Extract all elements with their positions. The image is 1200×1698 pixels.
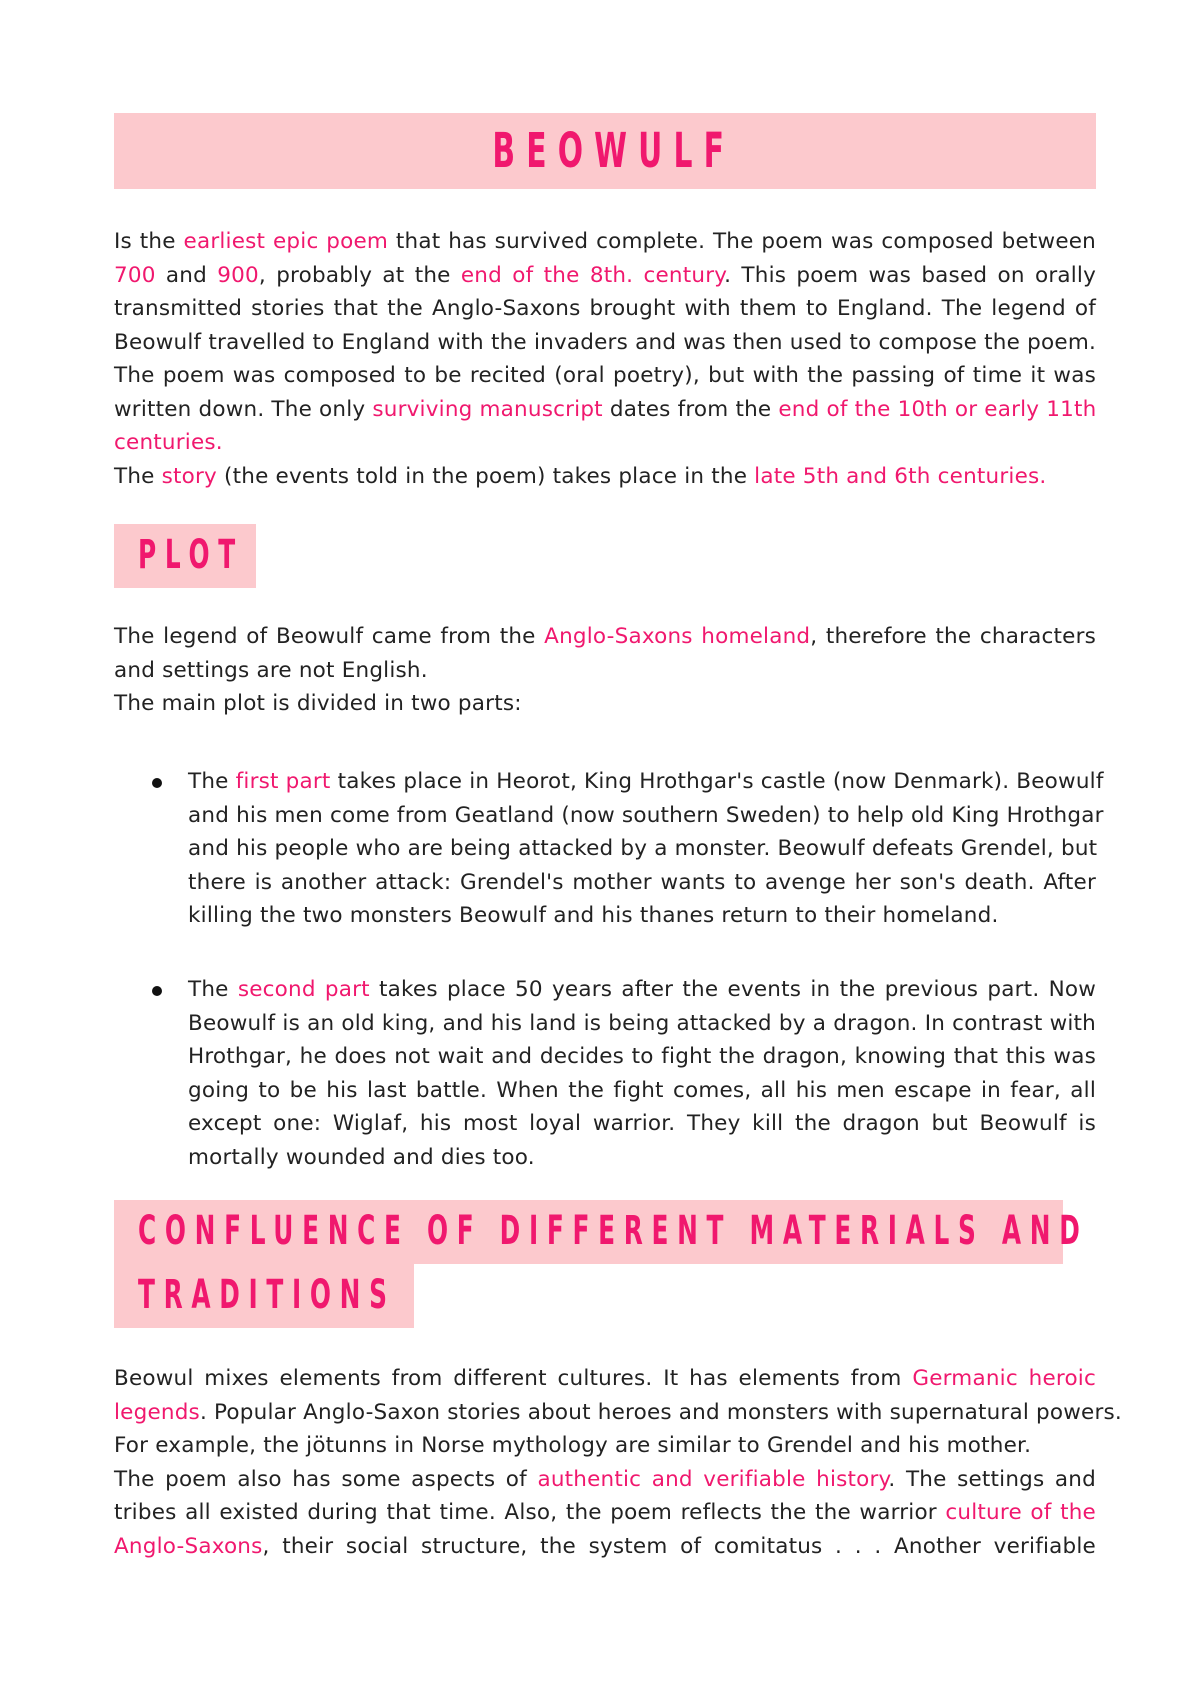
confluence-line-1	[114, 1362, 1096, 1396]
highlight-text: 700	[114, 262, 156, 288]
confluence-line-2	[114, 1396, 1122, 1430]
confluence-heading-line-2: TRADITIONS	[138, 1272, 396, 1318]
highlight-text: Germanic heroic	[912, 1366, 1096, 1391]
text-run: and	[155, 262, 218, 288]
confluence-paragraph	[114, 1362, 1122, 1563]
intro-line-6	[114, 393, 1096, 427]
confluence-line-3: For example, the jötunns in Norse mythology are similar to Grendel and his mother.	[114, 1433, 1032, 1458]
highlight-text: legends	[114, 1399, 200, 1425]
text-run: , their social structure, the system of comitatus . . . Another verifiable	[262, 1533, 1096, 1559]
intro-line-4: Beowulf travelled to England with the invaders and was then used to compose the poem.	[114, 329, 1096, 355]
highlight-text: first part	[235, 769, 331, 794]
text-run: The	[114, 463, 162, 489]
confluence-heading	[114, 1200, 1089, 1264]
bullet1-line-2: and his men come from Geatland (now southern Sweden) to help old King Hrothgar	[188, 802, 1104, 828]
intro-line-2	[114, 259, 1096, 293]
text-run: . The settings and	[888, 1466, 1096, 1492]
confluence-heading-line-1: CONFLUENCE OF DIFFERENT MATERIALS AND	[138, 1208, 1089, 1254]
intro-line-8	[114, 460, 1096, 494]
plot-line-1	[114, 620, 1096, 654]
intro-line-1	[114, 225, 1096, 259]
highlight-text: Anglo-Saxons homeland	[544, 624, 811, 649]
plot-paragraph	[114, 620, 1096, 721]
text-run: Is the	[114, 229, 184, 254]
list-item-first-part	[188, 765, 1104, 933]
text-run: The	[188, 977, 238, 1002]
text-run: that has survived complete. The poem was composed between	[388, 229, 1097, 254]
confluence-heading-continued	[114, 1264, 414, 1328]
text-run: tribes all existed during that time. Also, the poem reflects the the warrior	[114, 1500, 946, 1525]
title-banner	[114, 113, 1096, 189]
intro-paragraph	[114, 225, 1096, 493]
bullet1-line-3: and his people who are being attacked by a monster. Beowulf defeats Grendel, but	[188, 836, 1098, 861]
text-run: , probably at the	[258, 262, 461, 288]
text-run: takes place in Heorot, King Hrothgar's castle (now Denmark). Beowulf	[330, 769, 1104, 794]
highlight-text: end of the 10th or early 11th	[778, 396, 1097, 422]
highlight-text: second part	[237, 977, 370, 1002]
intro-line-5: The poem was composed to be recited (oral poetry), but with the passing of time it was	[114, 363, 1096, 388]
text-run: The poem also has some aspects of	[114, 1466, 538, 1492]
bullet1-line-4: there is another attack: Grendel's mother wants to avenge her son's death. After	[188, 869, 1096, 895]
highlight-text: culture of the	[945, 1500, 1096, 1525]
highlight-text: late 5th and 6th centuries.	[754, 463, 1047, 489]
text-run: The	[188, 769, 236, 794]
text-run: takes place 50 years after the events in the previous part. Now	[369, 977, 1096, 1002]
highlight-text: authentic and verifiable history	[537, 1466, 889, 1492]
bullet-dot	[152, 778, 162, 788]
bullet2-line-4: going to be his last battle. When the fight comes, all his men escape in fear, all	[188, 1077, 1096, 1103]
highlight-text: end of the 8th. century	[460, 262, 725, 288]
highlight-text: 900	[217, 262, 259, 288]
plot-line-2: and settings are not English.	[114, 657, 428, 683]
confluence-line-5	[114, 1496, 1096, 1530]
bullet2-line-3: Hrothgar, he does not wait and decides to fight the dragon, knowing that this was	[188, 1044, 1096, 1069]
bullet-dot	[152, 986, 162, 996]
highlight-text: Anglo-Saxons	[114, 1533, 263, 1559]
list-item-second-part	[188, 973, 1096, 1174]
plot-heading-text: PLOT	[138, 532, 244, 578]
text-run: (the events told in the poem) takes place in the	[216, 463, 755, 489]
intro-line-7	[114, 426, 1096, 460]
highlight-text: earliest epic poem	[183, 229, 389, 254]
bullet1-line-5: killing the two monsters Beowulf and his thanes return to their homeland.	[188, 903, 999, 928]
text-run: Beowul mixes elements from different cultures. It has elements from	[114, 1366, 913, 1391]
bullet2-line-5: except one: Wiglaf, his most loyal warrior. They kill the dragon but Beowulf is	[188, 1111, 1096, 1136]
plot-heading	[114, 524, 256, 588]
confluence-line-6	[114, 1530, 1096, 1564]
plot-line-3: The main plot is divided in two parts:	[114, 691, 522, 716]
text-run: written down. The only	[114, 396, 373, 422]
text-run: , therefore the characters	[810, 624, 1097, 649]
text-run: The legend of Beowulf came from the	[114, 624, 545, 649]
highlight-text: story	[161, 463, 217, 489]
intro-line-3: transmitted stories that the Anglo-Saxons brought with them to England. The legend of	[114, 296, 1096, 321]
page-title: BEOWULF	[492, 123, 736, 179]
text-run: . Popular Anglo-Saxon stories about heroes and monsters with supernatural powers.	[199, 1399, 1122, 1425]
bullet1-line-1	[188, 765, 1104, 799]
highlight-text: surviving manuscript	[372, 396, 603, 422]
confluence-line-4	[114, 1463, 1096, 1497]
bullet2-line-2: Beowulf is an old king, and his land is being attacked by a dragon. In contrast with	[188, 1010, 1096, 1036]
bullet2-line-1	[188, 973, 1096, 1007]
highlight-text: centuries.	[114, 430, 223, 455]
text-run: dates from the	[602, 396, 779, 422]
text-run: . This poem was based on orally	[724, 262, 1096, 288]
bullet2-line-6: mortally wounded and dies too.	[188, 1144, 535, 1170]
